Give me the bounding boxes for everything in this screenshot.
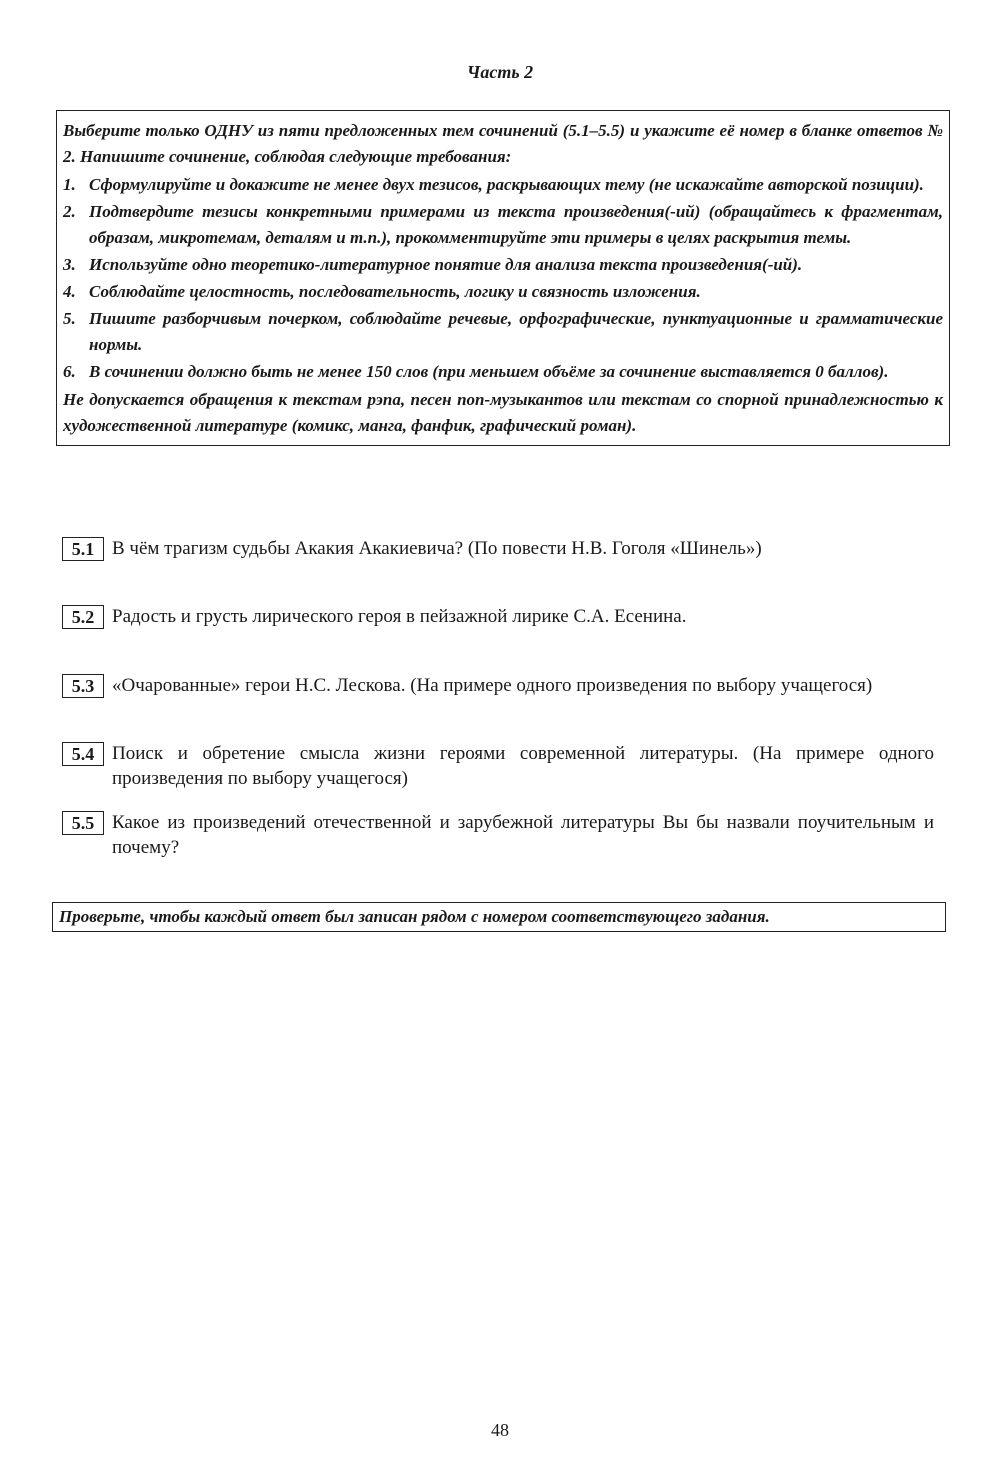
requirement-number: 1.: [63, 175, 76, 194]
topic-5-2: [62, 604, 934, 629]
requirement-number: 5.: [63, 309, 76, 328]
topic-number-box: 5.4: [62, 742, 104, 766]
topic-number-box: 5.3: [62, 674, 104, 698]
requirement-text: В сочинении должно быть не менее 150 слов (при меньшем объёме за сочинение выставляется 0 баллов).: [89, 362, 889, 381]
requirement-item: [63, 172, 943, 198]
requirement-number: 3.: [63, 255, 76, 274]
instructions-box: [56, 110, 950, 446]
topic-text: В чём трагизм судьбы Акакия Акакиевича? (По повести Н.В. Гоголя «Шинель»): [112, 538, 762, 559]
requirement-text: Используйте одно теоретико-литературное понятие для анализа текста произведения(-ий).: [89, 255, 803, 274]
topic-text: Поиск и обретение смысла жизни героями современной литературы. (На примере одного произведения по выбору учащегося): [112, 743, 934, 789]
topic-text: «Очарованные» герои Н.С. Лескова. (На примере одного произведения по выбору учащегося): [112, 675, 873, 696]
requirement-item: [63, 306, 943, 358]
topic-5-5: [62, 810, 934, 860]
requirement-text: Соблюдайте целостность, последовательность, логику и связность изложения.: [89, 282, 701, 301]
topic-text: Радость и грусть лирического героя в пейзажной лирике С.А. Есенина.: [112, 606, 687, 627]
topic-number-box: 5.1: [62, 537, 104, 561]
topic-number-box: 5.5: [62, 811, 104, 835]
topic-5-1: [62, 536, 934, 561]
requirement-text: Пишите разборчивым почерком, соблюдайте речевые, орфографические, пунктуационные и грамматические нормы.: [89, 309, 943, 354]
topic-5-3: [62, 673, 934, 698]
page-number: 48: [491, 1420, 509, 1440]
topic-5-4: [62, 741, 934, 791]
page-title: Часть 2: [466, 62, 534, 82]
topic-text: Какое из произведений отечественной и зарубежной литературы Вы бы назвали поучительным и почему?: [112, 812, 934, 858]
requirement-text: Подтвердите тезисы конкретными примерами из текста произведения(-ий) (обращайтесь к фрагментам, образам, микротемам, деталям и т.п.), прокомментируйте эти примеры в целях раскрытия темы.: [89, 202, 943, 247]
requirement-number: 2.: [63, 202, 76, 221]
check-note-box: Проверьте, чтобы каждый ответ был записан рядом с номером соответствующего задания.: [52, 902, 946, 932]
requirement-text: Сформулируйте и докажите не менее двух тезисов, раскрывающих тему (не искажайте авторской позиции).: [89, 175, 924, 194]
requirement-item: [63, 279, 943, 305]
requirement-number: 6.: [63, 362, 76, 381]
requirements-list: [63, 172, 943, 385]
requirement-number: 4.: [63, 282, 76, 301]
instructions-intro: Выберите только ОДНУ из пяти предложенных тем сочинений (5.1–5.5) и укажите её номер в бланке ответов № 2. Напишите сочинение, соблюдая следующие требования:: [63, 121, 943, 166]
requirement-item: [63, 252, 943, 278]
requirement-item: [63, 359, 943, 385]
requirement-item: [63, 199, 943, 251]
topic-number-box: 5.2: [62, 605, 104, 629]
instructions-note: Не допускается обращения к текстам рэпа, песен поп-музыкантов или текстам со спорной принадлежностью к художественной литературе (комикс, манга, фанфик, графический роман).: [63, 390, 943, 435]
